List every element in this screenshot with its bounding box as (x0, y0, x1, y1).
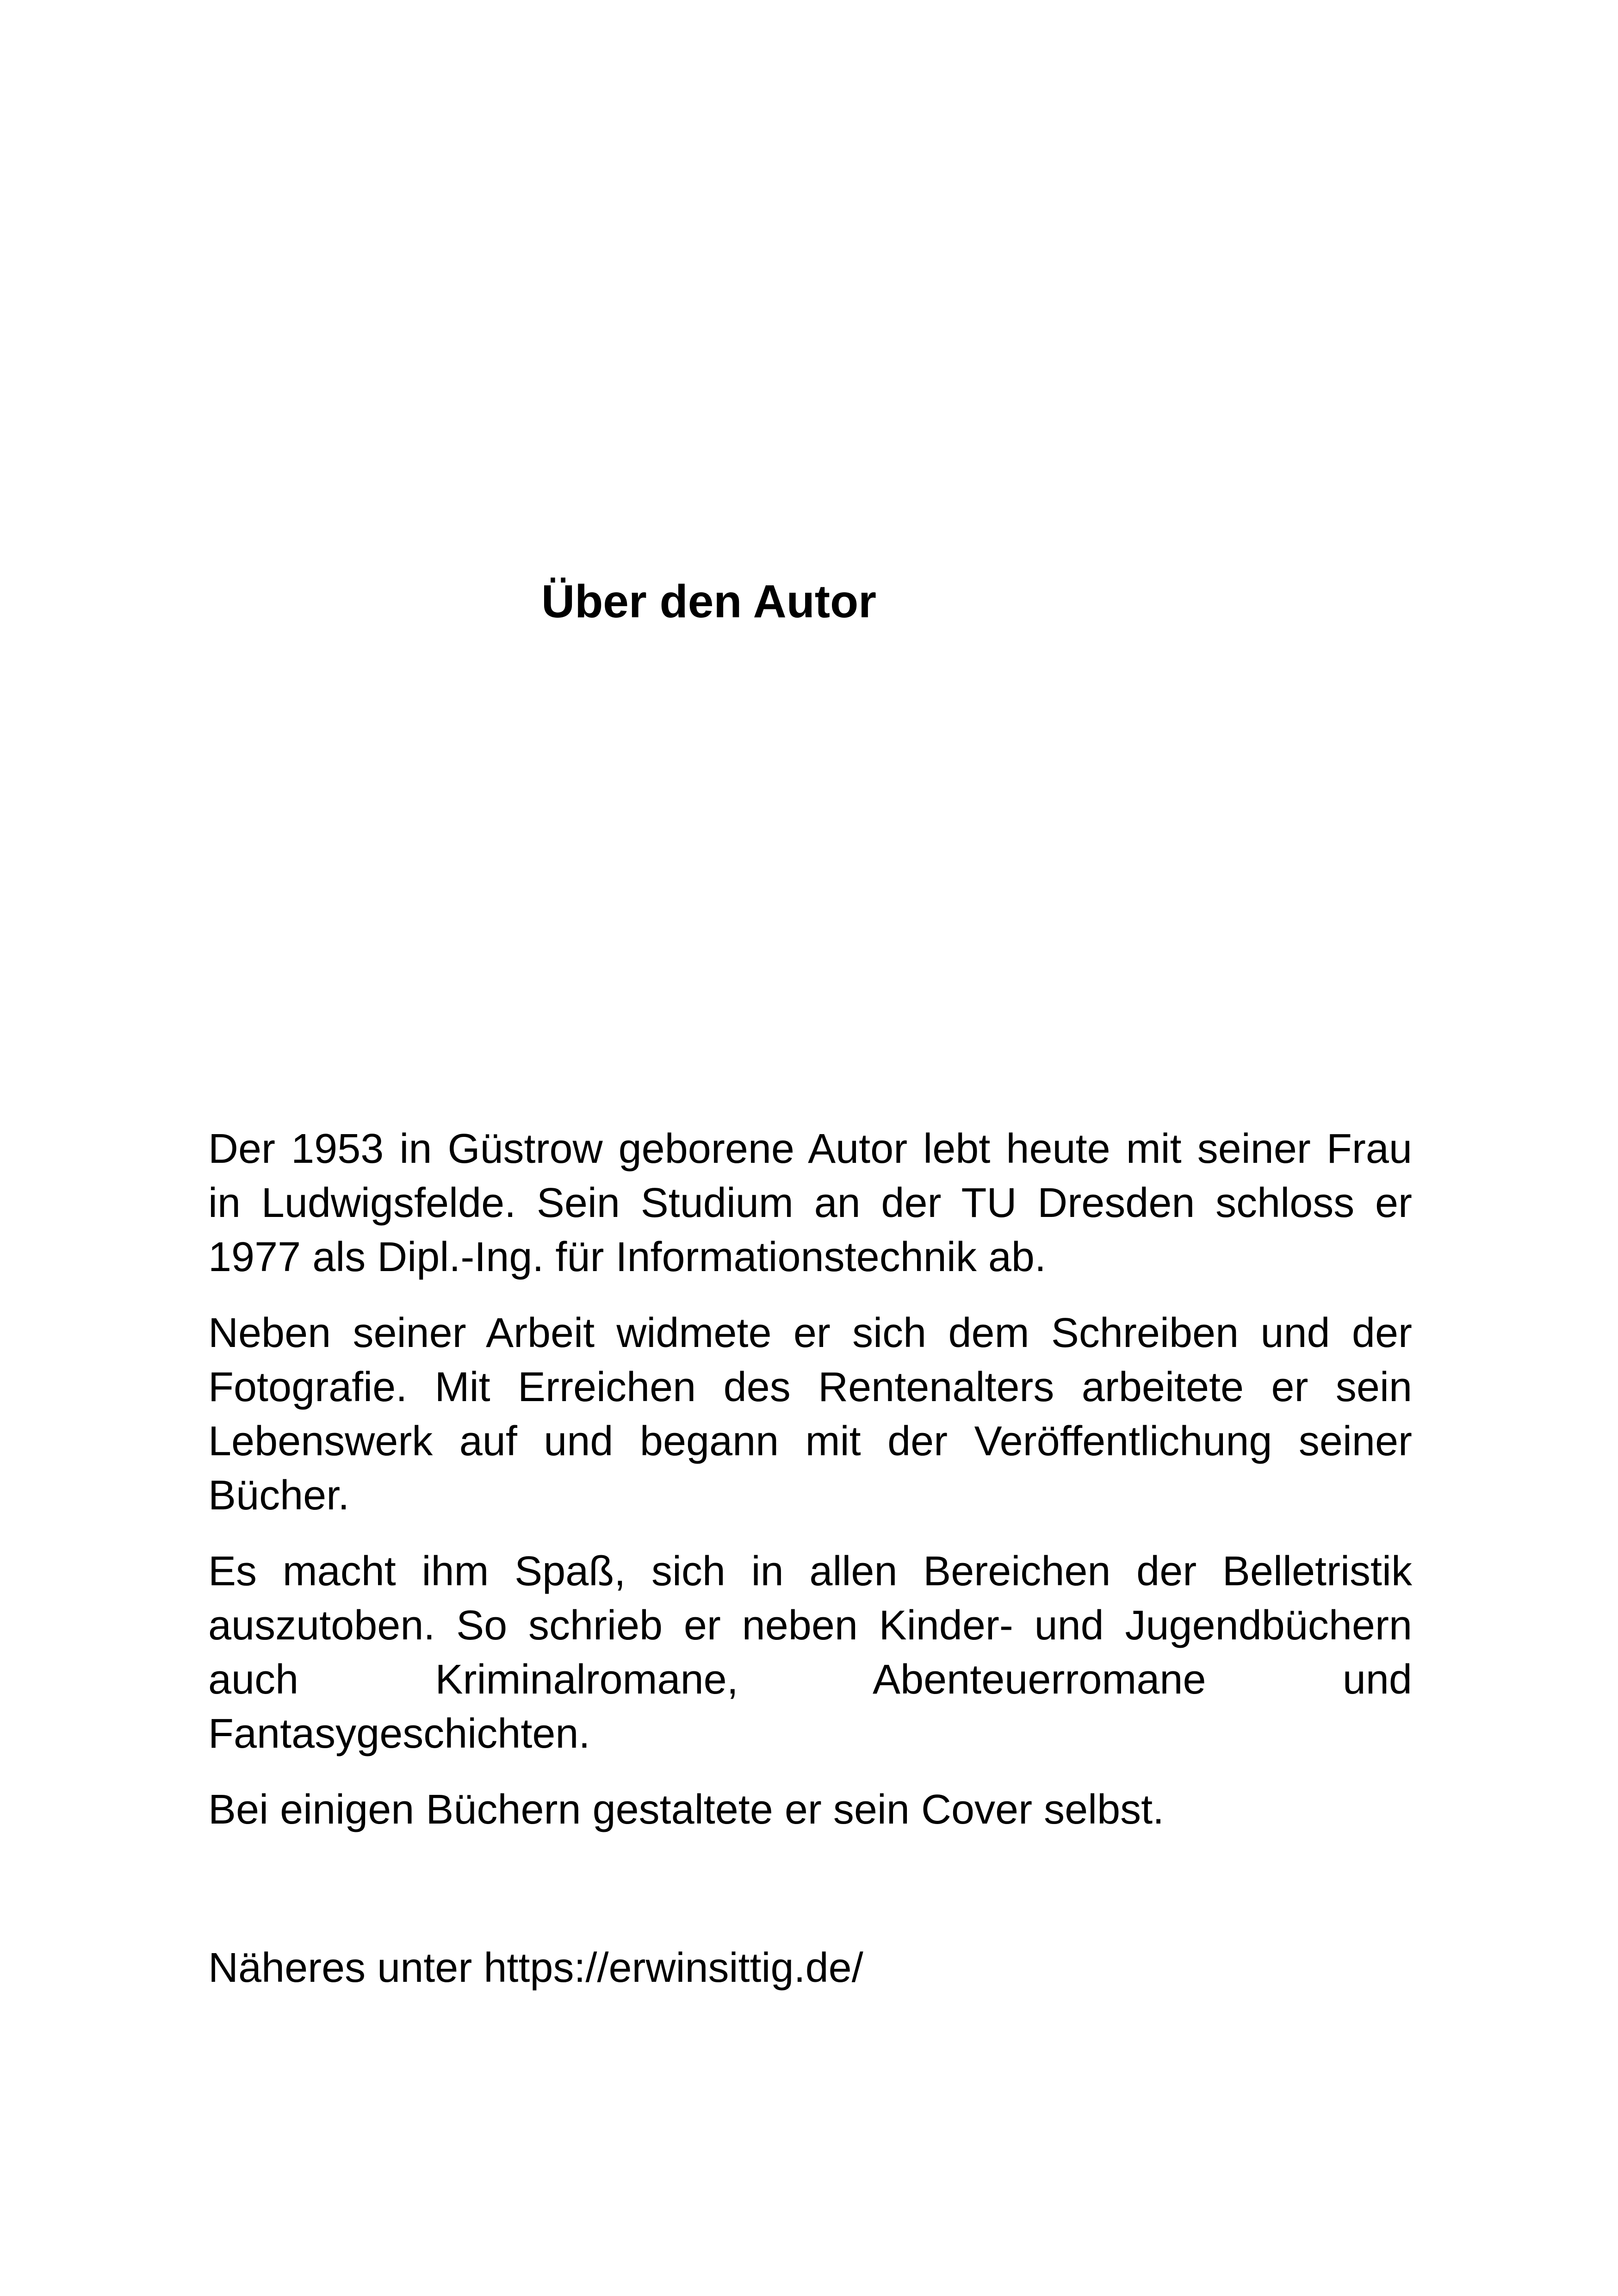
bio-paragraph-3: Es macht ihm Spaß, sich in allen Bereichen der Belletristik auszutoben. So schrieb er neben Kinder- und Jugendbüchern auch Kriminalromane, Abenteuerromane und Fantasygeschichten. (208, 1548, 1412, 1757)
bio-paragraph-2: Neben seiner Arbeit widmete er sich dem Schreiben und der Fotografie. Mit Erreichen des Rentenalters arbeitete er sein Lebenswerk auf und begann mit der Veröffentlichung seiner Bücher. (208, 1310, 1412, 1519)
page-title: Über den Autor (541, 576, 877, 627)
author-bio (208, 1122, 1412, 1859)
bio-paragraph-1: Der 1953 in Güstrow geborene Autor lebt heute mit seiner Frau in Ludwigsfelde. Sein Studium an der TU Dresden schloss er 1977 als Dipl.-Ing. für Informationstechnik ab. (208, 1126, 1412, 1280)
bio-paragraph-4: Bei einigen Büchern gestaltete er sein Cover selbst. (208, 1787, 1165, 1833)
more-info-link-text: Näheres unter https://erwinsittig.de/ (208, 1945, 863, 1991)
